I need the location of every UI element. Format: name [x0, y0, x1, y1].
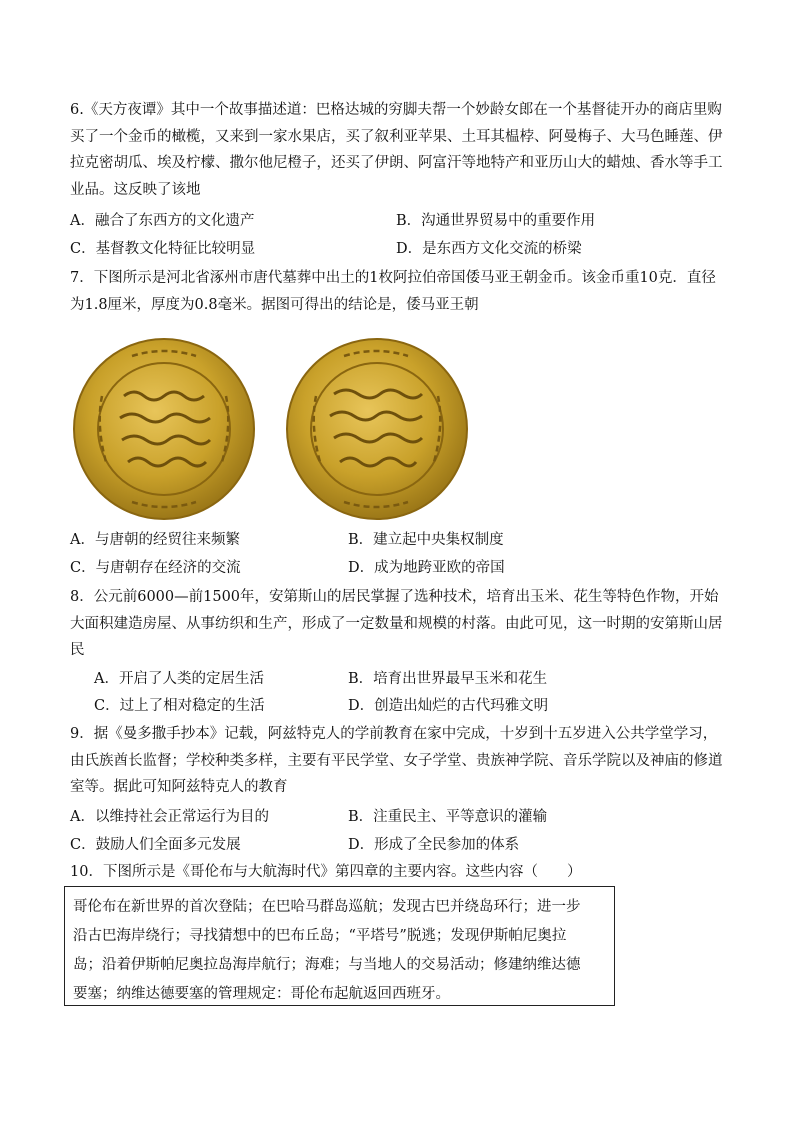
q6-stem: 6.《天方夜谭》其中一个故事描述道：巴格达城的穷脚夫帮一个妙龄女郎在一个基督徒开办的商店里购买了一个金币的橄榄，又来到一家水果店，买了叙利亚苹果、土耳其榅桲、阿曼梅子、大马色睡莲、伊拉克密胡瓜、埃及柠檬、撒尔他尼橙子，还买了伊朗、阿富汗等地特产和亚历山大的蜡烛、香水等手工业品。这反映了该地 — [70, 102, 723, 199]
box-line: 岛；沿着伊斯帕尼奥拉岛海岸航行；海难；与当地人的交易活动；修建纳维达德 — [73, 957, 581, 973]
q6-option-b: B．沟通世界贸易中的重要作用 — [396, 213, 596, 229]
q9-option-c: C．鼓励人们全面多元发展 — [70, 837, 241, 853]
umayyad-gold-coin-image — [72, 336, 472, 522]
box-line: 哥伦布在新世界的首次登陆；在巴哈马群岛巡航；发现古巴并绕岛环行；进一步 — [73, 899, 581, 915]
q10-stem: 10．下图所示是《哥伦布与大航海时代》第四章的主要内容。这些内容（ ） — [70, 864, 582, 880]
q8-option-a: A．开启了人类的定居生活 — [94, 671, 264, 687]
q7-option-a: A．与唐朝的经贸往来频繁 — [70, 532, 240, 548]
q8-option-d: D．创造出灿烂的古代玛雅文明 — [348, 698, 549, 714]
q7-option-c: C．与唐朝存在经济的交流 — [70, 560, 241, 576]
q6-option-a: A．融合了东西方的文化遗产 — [70, 213, 255, 229]
q9-option-b: B．注重民主、平等意识的灌输 — [348, 809, 548, 825]
q8-option-c: C．过上了相对稳定的生活 — [94, 698, 265, 714]
q9-option-a: A．以维持社会正常运行为目的 — [70, 809, 269, 825]
box-line: 沿古巴海岸绕行；寻找猜想中的巴布丘岛；“平塔号”脱逃；发现伊斯帕尼奥拉 — [73, 928, 567, 944]
q7-option-b: B．建立起中央集权制度 — [348, 532, 504, 548]
q7-stem: 7．下图所示是河北省涿州市唐代墓葬中出土的1枚阿拉伯帝国倭马亚王朝金币。该金币重10克．直径为1.8厘米，厚度为0.8毫米。据图可得出的结论是，倭马亚王朝 — [70, 270, 716, 313]
q8-option-b: B．培育出世界最早玉米和花生 — [348, 671, 548, 687]
q9-option-d: D．形成了全民参加的体系 — [348, 837, 520, 853]
chapter-contents-box — [64, 886, 615, 1006]
coin-obverse — [74, 339, 254, 519]
q8-stem: 8．公元前6000—前1500年，安第斯山的居民掌握了选种技术，培育出玉米、花生等特色作物，开始大面积建造房屋、从事纺织和生产，形成了一定数量和规模的村落。由此可见，这一时期的安第斯山居民 — [70, 589, 723, 659]
q6-option-c: C．基督教文化特征比较明显 — [70, 241, 256, 257]
coin-reverse — [287, 339, 467, 519]
q9-stem: 9．据《曼多撒手抄本》记载，阿兹特克人的学前教育在家中完成，十岁到十五岁进入公共学堂学习，由氏族酋长监督；学校种类多样，主要有平民学堂、女子学堂、贵族神学院、音乐学院以及神庙的修道室等。据此可知阿兹特克人的教育 — [70, 726, 723, 796]
q6-option-d: D．是东西方文化交流的桥梁 — [396, 241, 582, 257]
q7-option-d: D．成为地跨亚欧的帝国 — [348, 560, 505, 576]
box-line: 要塞；纳维达德要塞的管理规定：哥伦布起航返回西班牙。 — [73, 986, 450, 1002]
